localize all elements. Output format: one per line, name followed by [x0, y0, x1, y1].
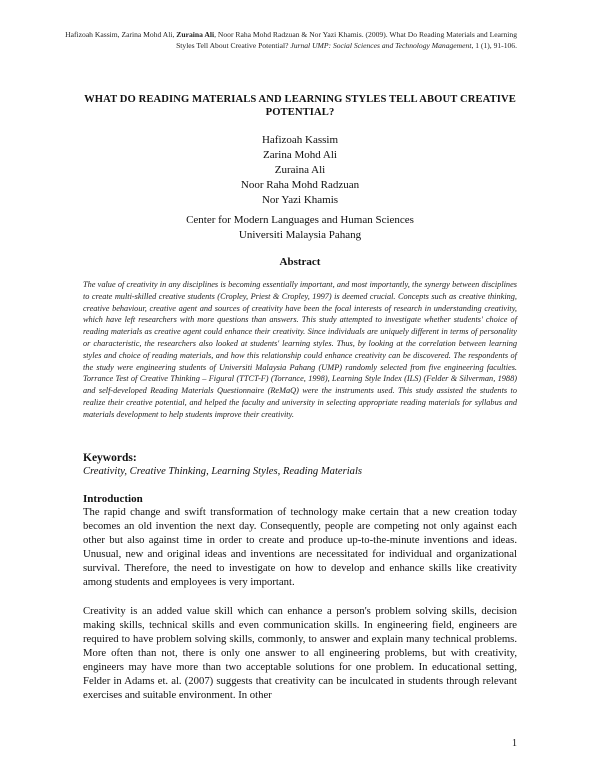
- abstract-heading: Abstract: [279, 256, 321, 268]
- affiliation: [120, 213, 480, 243]
- introduction-paragraph: The rapid change and swift transformation of technology make certain that a new creation today becomes an old invention the next day. Consequently, people are competing not only against each other but also against time in order to create and produce up-to-the-minute inventions and ideas. Unusual, new and original ideas and inventions are necessitated for individual and organizational survival. Therefore, the need to investigate on how to develop and enhance skills like creativity among students and employees is very important.: [83, 506, 517, 588]
- keywords-text: Creativity, Creative Thinking, Learning Styles, Reading Materials: [83, 466, 363, 477]
- citation-authors: Hafizoah Kassim, Zarina Mohd Ali,: [65, 30, 177, 39]
- citation-title: , Noor Raha Mohd Radzuan & Nor Yazi Khamis. (2009). What Do Reading Materials and Learning Styles Tell About Creative Potential?: [176, 30, 517, 50]
- citation-journal: Jurnal UMP: Social Sciences and Technology Management: [290, 40, 472, 50]
- citation-volume: , 1 (1), 91-106.: [471, 40, 517, 50]
- abstract-text: The value of creativity in any disciplines is becoming essentially important, and most importantly, the synergy between disciplines to create multi-skilled creative students (Cropley, Priest & Cropley, 1997) is deemed crucial. Concepts such as creative thinking, creative behaviour, creative agent and sources of creativity have been the focal interests of research in understanding creativity, which have left researchers with more questions than answers. This study attempted to investigate whether students' choice of reading materials as creative agent could enhance their creativity. Since individuals are uniquely different in terms of personality or characteristic, the researchers also looked at students' learning styles. Thus, by looking at the correlation between learning styles and choice of reading materials, and how this relationship could enhance creativity can be discovered. The respondents of the study were engineering students of Universiti Malaysia Pahang (UMP) randomly selected from five engineering faculties. Torrance Test of Creative Thinking – Figural (TTCT-F) (Torrance, 1998), Learning Style Index (ILS) (Felder & Silverman, 1988) and self-developed Reading Materials Questionnaire (ReMaQ) were the instruments used. This study assisted the students to realize their creative potential, and helped the faculty and university in selecting appropriate reading materials for syllabus and materials development to help students improve their creativity.: [83, 280, 517, 419]
- affiliation-university: Universiti Malaysia Pahang: [238, 229, 362, 241]
- author-name: Zarina Mohd Ali: [263, 149, 337, 161]
- paper-title: WHAT DO READING MATERIALS AND LEARNING STYLES TELL ABOUT CREATIVE POTENTIAL?: [84, 94, 516, 118]
- author-name: Zuraina Ali: [274, 164, 326, 176]
- author-name: Hafizoah Kassim: [261, 134, 339, 146]
- page-number: 1: [512, 738, 517, 749]
- author-list: [150, 133, 450, 208]
- keywords-heading: Keywords:: [83, 452, 137, 464]
- affiliation-center: Center for Modern Languages and Human Sciences: [186, 214, 414, 226]
- introduction-paragraph: Creativity is an added value skill which can enhance a person's problem solving skills, decision making skills, technical skills and even communication skills. In engineering field, engineers are required to have problem solving skills, commonly, to answer and explain many technical problems. More often than not, there is only one answer to all engineering problems, but with creativity, engineers may have more than two acceptable solutions for one problem. In educational setting, Felder in Adams et. al. (2007) suggests that creativity can be inculcated in students through relevant exercises and suitable environment. In other: [83, 605, 517, 701]
- citation-bold-author: Zuraina Ali: [176, 30, 215, 39]
- header-citation: [60, 30, 517, 51]
- author-name: Nor Yazi Khamis: [261, 194, 339, 206]
- introduction-heading: Introduction: [83, 493, 143, 505]
- author-name: Noor Raha Mohd Radzuan: [240, 179, 360, 191]
